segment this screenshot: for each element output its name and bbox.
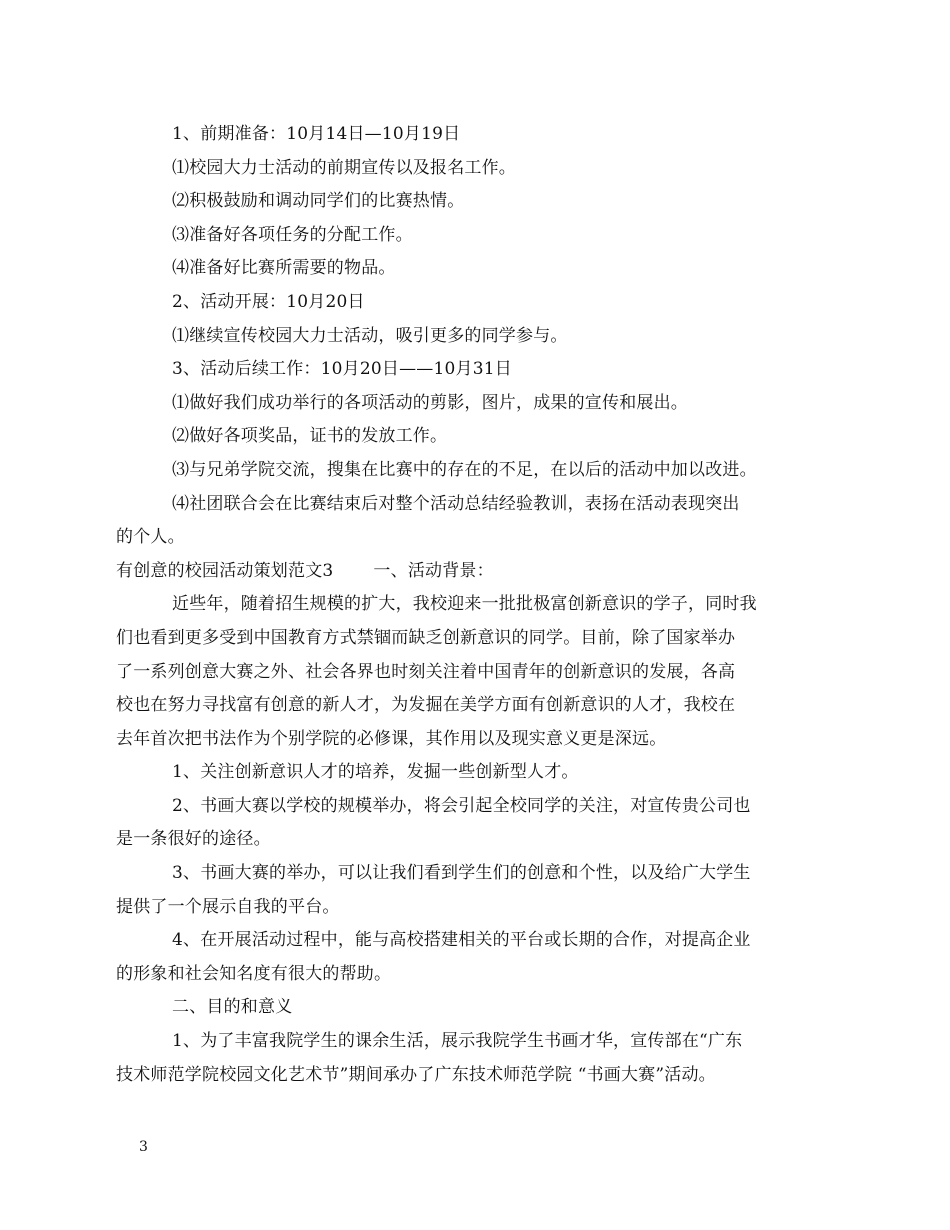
paragraph-line: 了一系列创意大赛之外、社会各界也时刻关注着中国青年的创新意识的发展，各高 <box>116 661 736 682</box>
section-title: 有创意的校园活动策划范文3 <box>116 560 334 581</box>
paragraph-line: 二、目的和意义 <box>172 997 293 1018</box>
paragraph-line: ⑴校园大力士活动的前期宣传以及报名工作。 <box>172 157 516 178</box>
paragraph-line: 们也看到更多受到中国教育方式禁锢而缺乏创新意识的同学。目前，除了国家举办 <box>116 627 736 648</box>
paragraph-line: 校也在努力寻找富有创意的新人才，为发掘在美学方面有创新意识的人才，我校在 <box>116 695 736 716</box>
paragraph-line: 去年首次把书法作为个别学院的必修课，其作用以及现实意义更是深远。 <box>116 728 667 749</box>
paragraph-line: 3、活动后续工作：10月20日——10月31日 <box>172 359 512 380</box>
paragraph-line: 技术师范学院校园文化艺术节”期间承办了广东技术师范学院 “书画大赛”活动。 <box>116 1064 716 1085</box>
paragraph-line: ⑶与兄弟学院交流，搜集在比赛中的存在的不足，在以后的活动中加以改进。 <box>172 459 757 480</box>
paragraph-line: 1、为了丰富我院学生的课余生活，展示我院学生书画才华，宣传部在“广东 <box>172 1031 743 1052</box>
paragraph-line: 是一条很好的途径。 <box>116 829 271 850</box>
paragraph-line: 3、书画大赛的举办，可以让我们看到学生们的创意和个性，以及给广大学生 <box>172 863 751 884</box>
paragraph-line: 2、书画大赛以学校的规模举办，将会引起全校同学的关注，对宣传贵公司也 <box>172 795 751 816</box>
paragraph-line: 的个人。 <box>116 527 185 548</box>
paragraph-line: ⑴做好我们成功举行的各项活动的剪影，图片，成果的宣传和展出。 <box>172 392 688 413</box>
paragraph-line: 1、关注创新意识人才的培养，发掘一些创新型人才。 <box>172 762 579 783</box>
paragraph-line: ⑵积极鼓励和调动同学们的比赛热情。 <box>172 191 465 212</box>
paragraph-line: ⑵做好各项奖品，证书的发放工作。 <box>172 426 448 447</box>
paragraph-line: 提供了一个展示自我的平台。 <box>116 896 340 917</box>
paragraph-line: ⑷准备好比赛所需要的物品。 <box>172 258 396 279</box>
section-subtitle: 一、活动背景： <box>373 560 494 581</box>
paragraph-line: 的形象和社会知名度有很大的帮助。 <box>116 963 392 984</box>
section-heading <box>116 555 816 589</box>
page-number: 3 <box>139 1139 148 1155</box>
paragraph-line: ⑴继续宣传校园大力士活动，吸引更多的同学参与。 <box>172 325 568 346</box>
document-body <box>116 118 816 1092</box>
paragraph-line: ⑷社团联合会在比赛结束后对整个活动总结经验教训，表扬在活动表现突出 <box>172 493 740 514</box>
paragraph-line: 4、在开展活动过程中，能与高校搭建相关的平台或长期的合作，对提高企业 <box>172 930 751 951</box>
paragraph-line: 1、前期准备：10月14日—10月19日 <box>172 124 461 144</box>
paragraph-line: ⑶准备好各项任务的分配工作。 <box>172 224 413 245</box>
paragraph-line: 2、活动开展：10月20日 <box>172 291 365 312</box>
paragraph-line: 近些年，随着招生规模的扩大，我校迎来一批批极富创新意识的学子，同时我 <box>172 594 757 615</box>
